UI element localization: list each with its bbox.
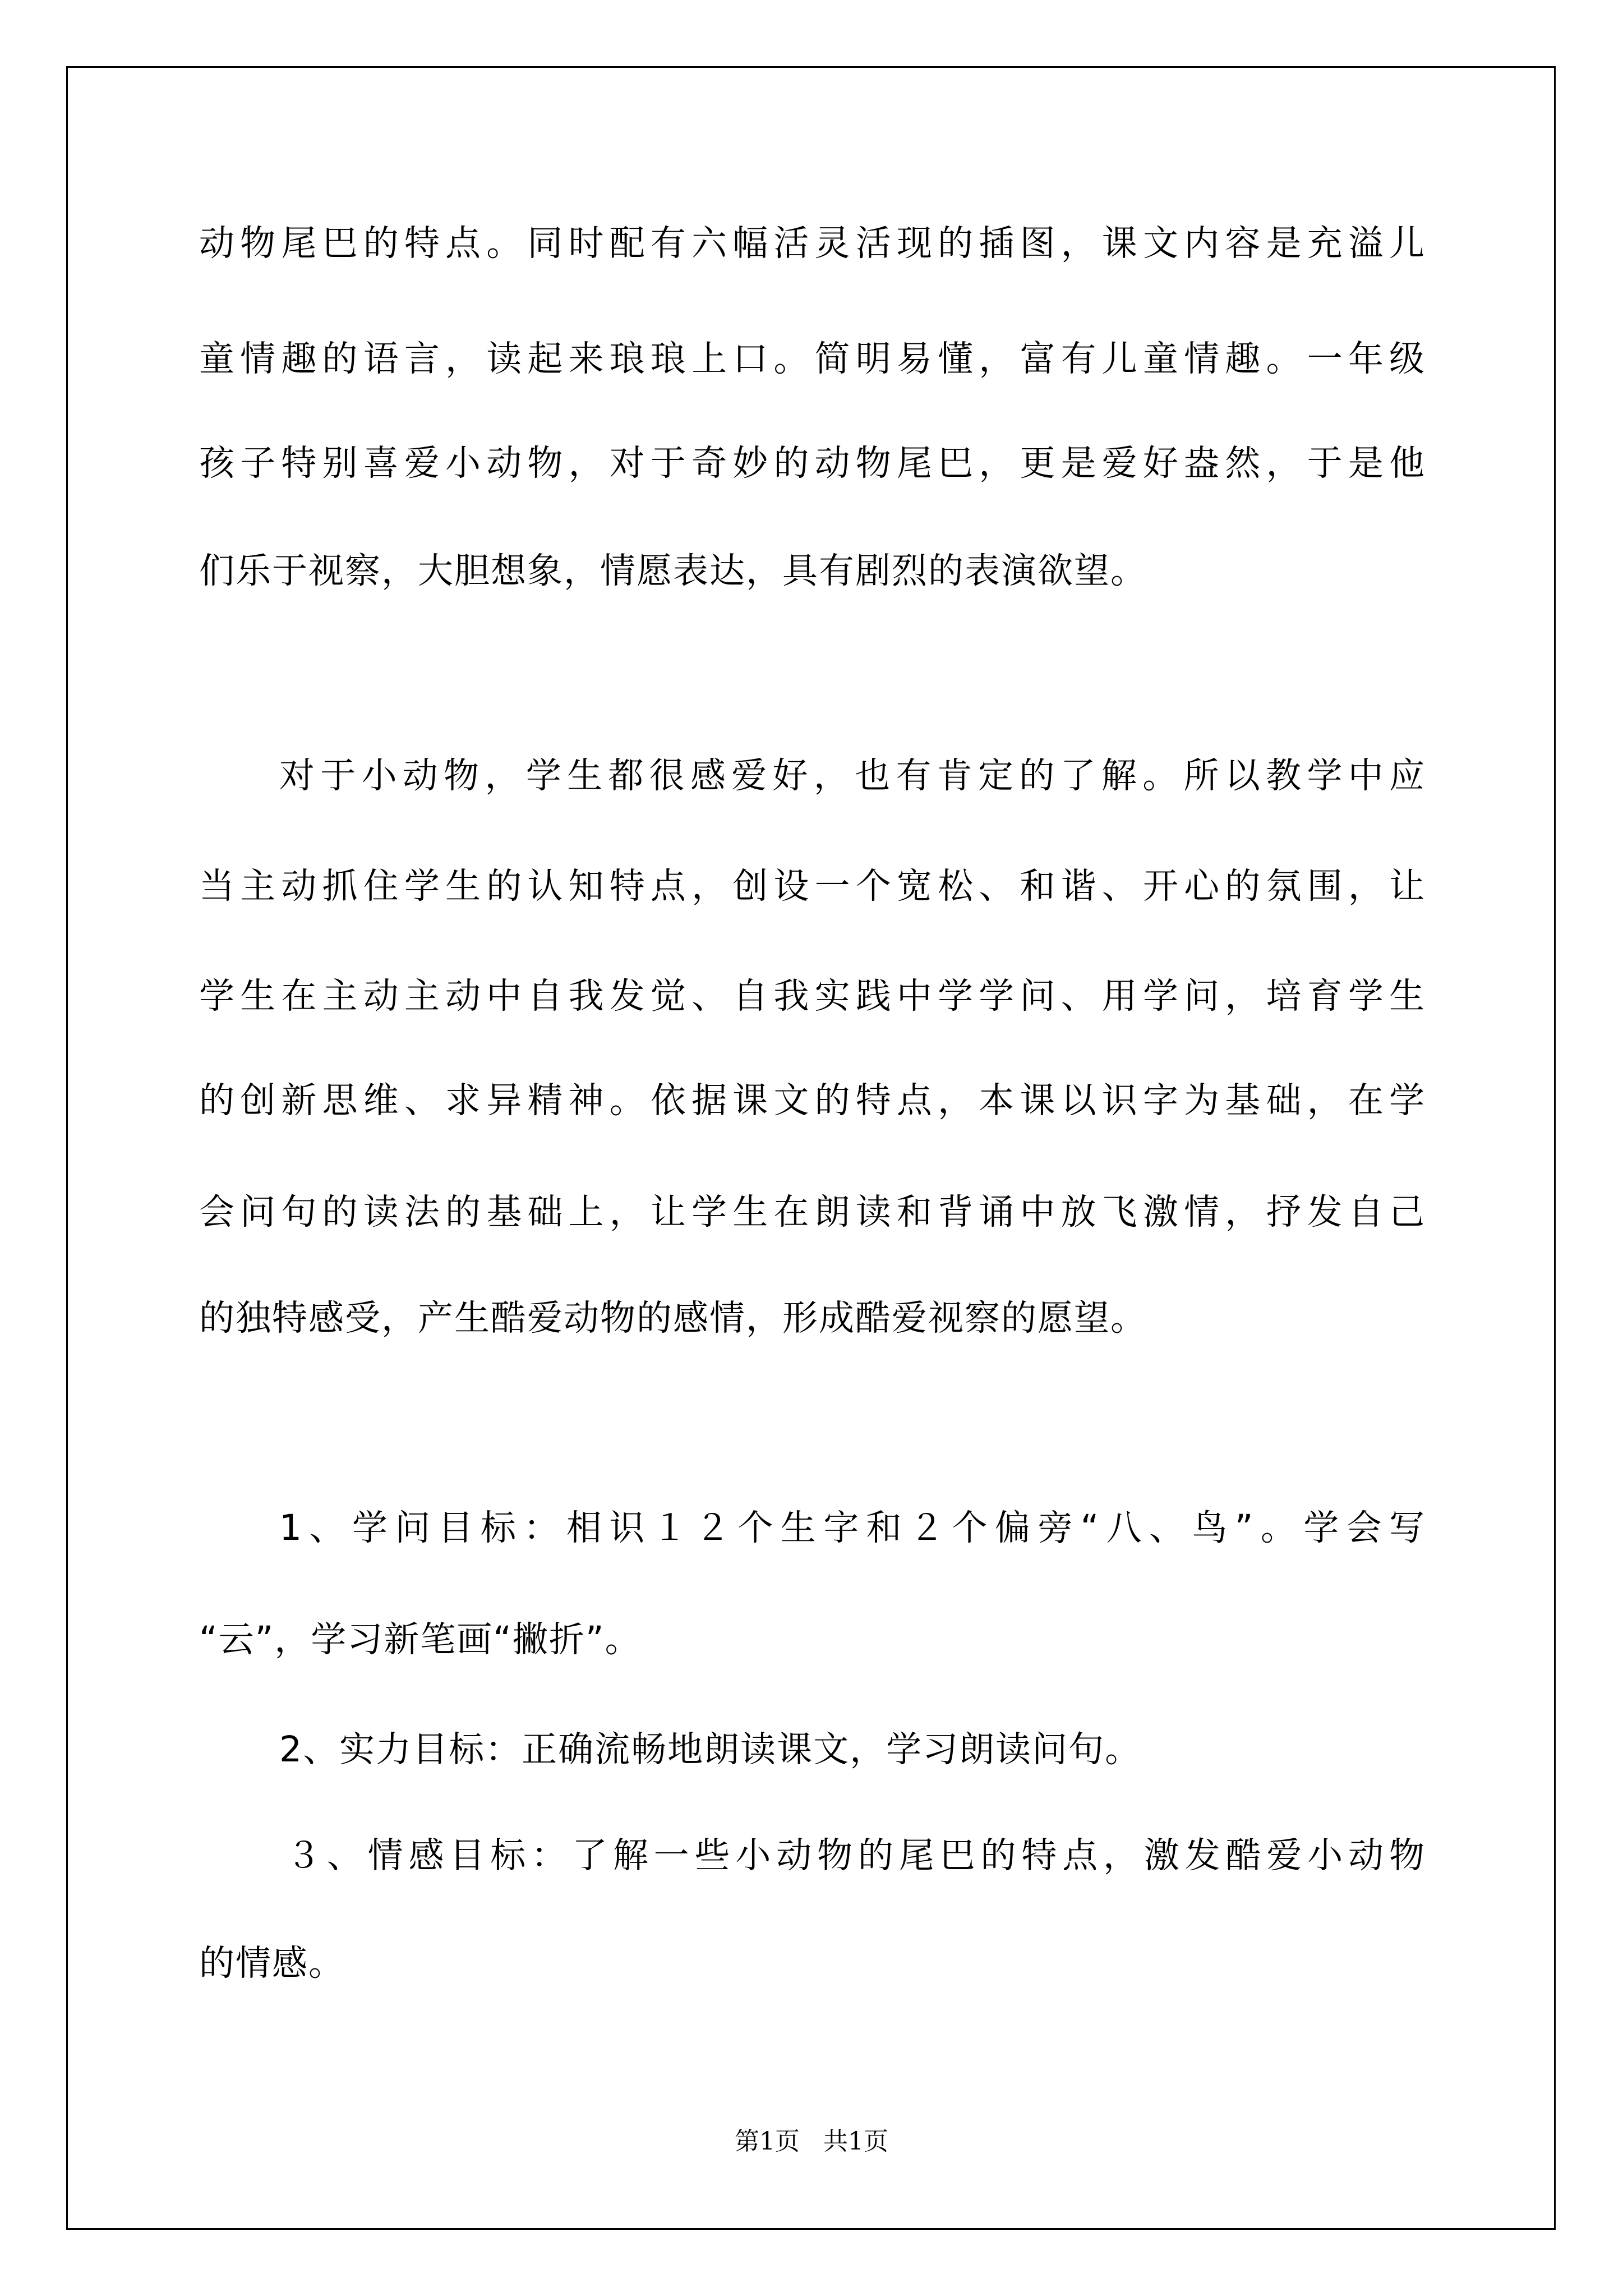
paragraph-2-line-1: 对于小动物，学生都很感爱好，也有肯定的了解。所以教学中应 — [279, 755, 1424, 796]
page-number-footer: 第1页 共1页 — [735, 2127, 888, 2156]
paragraph-5-line-2: 的情感。 — [199, 1943, 345, 1984]
paragraph-2-line-5: 会问句的读法的基础上，让学生在朗读和背诵中放飞激情，抒发自己 — [199, 1191, 1424, 1232]
paragraph-1-line-2: 童情趣的语言，读起来琅琅上口。简明易懂，富有儿童情趣。一年级 — [199, 338, 1424, 379]
paragraph-2-line-2: 当主动抓住学生的认知特点，创设一个宽松、和谐、开心的氛围，让 — [199, 866, 1424, 907]
paragraph-2-line-6: 的独特感受，产生酷爱动物的感情，形成酷爱视察的愿望。 — [199, 1297, 1147, 1338]
paragraph-3-line-1: 1、学问目标：相识１２个生字和２个偏旁“八、鸟”。学会写 — [279, 1507, 1424, 1548]
paragraph-2-line-4: 的创新思维、求异精神。依据课文的特点，本课以识字为基础，在学 — [199, 1080, 1424, 1121]
paragraph-1-line-4: 们乐于视察，大胆想象，情愿表达，具有剧烈的表演欲望。 — [199, 550, 1147, 591]
paragraph-1-line-3: 孩子特别喜爱小动物，对于奇妙的动物尾巴，更是爱好盎然，于是他 — [199, 443, 1424, 484]
paragraph-5-line-1: ３、情感目标：了解一些小动物的尾巴的特点，激发酷爱小动物 — [286, 1835, 1424, 1876]
paragraph-2-line-3: 学生在主动主动中自我发觉、自我实践中学学问、用学问，培育学生 — [199, 976, 1424, 1016]
page-border — [66, 66, 1556, 2230]
paragraph-3-line-2: “云”，学习新笔画“撇折”。 — [199, 1619, 642, 1660]
paragraph-1-line-1: 动物尾巴的特点。同时配有六幅活灵活现的插图，课文内容是充溢儿 — [199, 223, 1424, 264]
paragraph-4-line-1: 2、实力目标：正确流畅地朗读课文，学习朗读问句。 — [279, 1729, 1142, 1770]
